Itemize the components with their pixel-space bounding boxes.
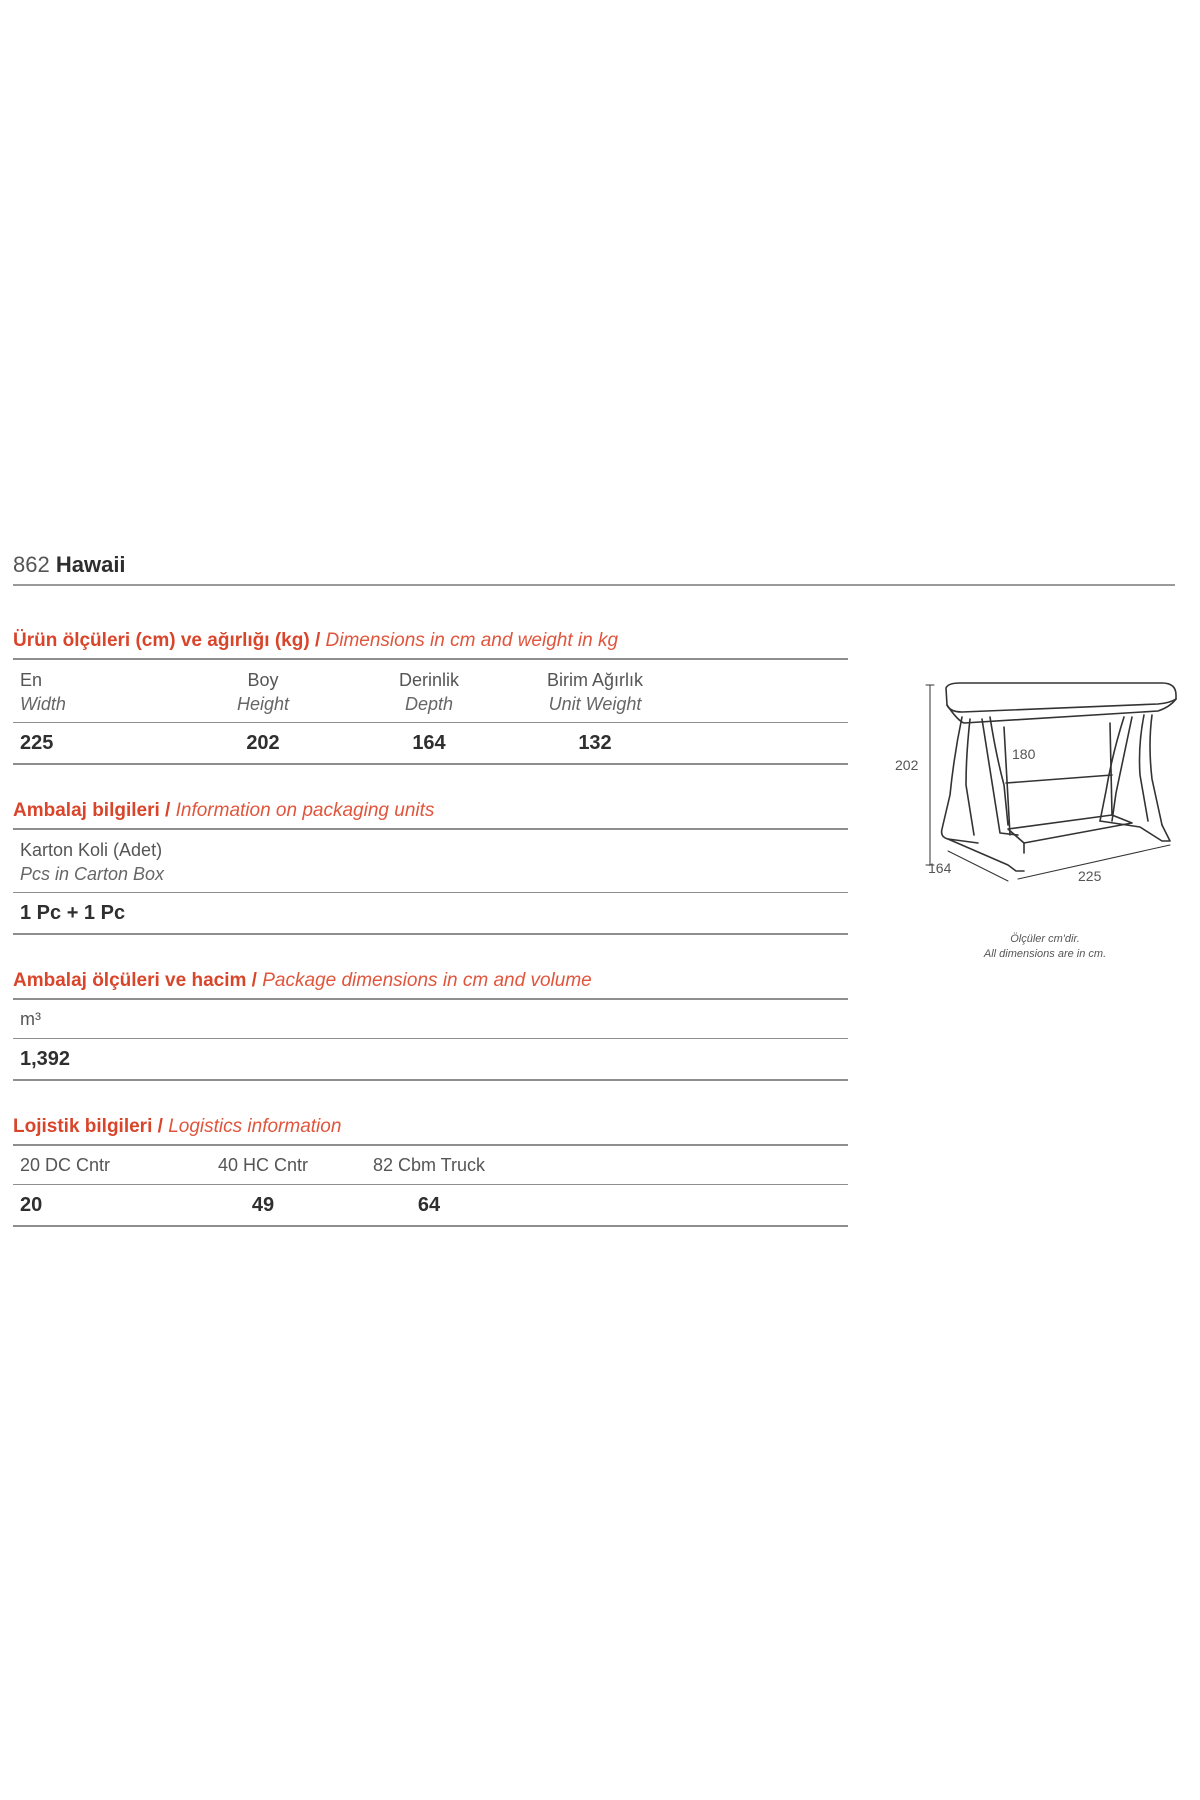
depth-header-en: Depth bbox=[404, 693, 454, 714]
height-header-en: Height bbox=[236, 693, 290, 714]
width-label: 225 bbox=[1078, 868, 1102, 884]
packaging-section bbox=[13, 794, 848, 935]
package-dims-heading-tr: Ambalaj ölçüleri ve hacim / bbox=[13, 970, 257, 991]
package-dims-heading bbox=[13, 964, 848, 998]
divider bbox=[13, 1079, 848, 1081]
carton-value: 1 Pc + 1 Pc bbox=[20, 902, 126, 924]
backrest-line bbox=[1006, 775, 1112, 783]
weight-header bbox=[525, 668, 665, 716]
carton-header-en: Pcs in Carton Box bbox=[20, 863, 165, 884]
depth-value: 164 bbox=[412, 732, 446, 754]
height-label: 202 bbox=[895, 757, 919, 773]
carton-header bbox=[20, 838, 164, 886]
divider bbox=[13, 933, 848, 935]
weight-header-tr: Birim Ağırlık bbox=[546, 669, 643, 690]
width-header-tr: En bbox=[20, 669, 43, 690]
product-code: 862 bbox=[13, 552, 50, 577]
height-header-tr: Boy bbox=[247, 669, 279, 690]
title-divider bbox=[13, 584, 1175, 586]
hc-container-header: 40 HC Cntr bbox=[217, 1154, 309, 1175]
package-dims-header-row bbox=[13, 1000, 848, 1038]
depth-header bbox=[369, 668, 489, 716]
dimensions-heading bbox=[13, 624, 848, 658]
seat-width-label: 180 bbox=[1012, 746, 1036, 762]
packaging-heading bbox=[13, 794, 848, 828]
dimension-note-en: All dimensions are in cm. bbox=[983, 948, 1107, 960]
dimension-note-tr: Ölçüler cm'dir. bbox=[1010, 933, 1080, 945]
truck-value: 64 bbox=[417, 1194, 441, 1216]
product-name: Hawaii bbox=[55, 552, 126, 577]
dimensions-section bbox=[13, 624, 848, 765]
right-base bbox=[1100, 821, 1170, 841]
truck-header: 82 Cbm Truck bbox=[372, 1154, 486, 1175]
dc-container-value: 20 bbox=[20, 1194, 43, 1216]
package-dims-section bbox=[13, 964, 848, 1081]
package-dims-heading-en: Package dimensions in cm and volume bbox=[262, 970, 592, 991]
depth-header-tr: Derinlik bbox=[398, 669, 459, 690]
left-leg-rear bbox=[990, 717, 1008, 825]
volume-header: m³ bbox=[20, 1008, 41, 1029]
logistics-header-row bbox=[13, 1146, 848, 1184]
divider bbox=[13, 1225, 848, 1227]
packaging-value-row bbox=[13, 893, 848, 933]
seat bbox=[1008, 815, 1132, 843]
height-header bbox=[203, 668, 323, 716]
packaging-header-row bbox=[13, 830, 848, 892]
carton-header-tr: Karton Koli (Adet) bbox=[20, 839, 163, 860]
logistics-value-row bbox=[13, 1185, 848, 1225]
width-header-en: Width bbox=[20, 693, 66, 714]
hc-container-value: 49 bbox=[251, 1194, 275, 1216]
dc-container-header: 20 DC Cntr bbox=[20, 1154, 111, 1175]
dimensions-heading-en: Dimensions in cm and weight in kg bbox=[325, 630, 619, 651]
logistics-heading bbox=[13, 1110, 848, 1144]
product-title bbox=[13, 552, 126, 578]
swing-drawing bbox=[895, 675, 1180, 915]
depth-label: 164 bbox=[928, 860, 952, 876]
logistics-heading-en: Logistics information bbox=[168, 1116, 342, 1137]
width-value: 225 bbox=[20, 732, 54, 754]
dimensions-heading-tr: Ürün ölçüleri (cm) ve ağırlığı (kg) / bbox=[13, 630, 321, 651]
divider bbox=[13, 763, 848, 765]
right-leg-rear-inner bbox=[1150, 715, 1162, 825]
right-chain bbox=[1110, 723, 1112, 815]
dimensions-value-row bbox=[13, 723, 848, 763]
depth-dim-line bbox=[948, 851, 1008, 881]
packaging-heading-tr: Ambalaj bilgileri / bbox=[13, 800, 171, 821]
right-leg-rear bbox=[1140, 715, 1149, 821]
width-header bbox=[20, 668, 66, 716]
height-value: 202 bbox=[246, 732, 280, 754]
left-base bbox=[948, 839, 1024, 871]
dimension-note bbox=[955, 932, 1135, 962]
dimensions-header-row bbox=[13, 660, 848, 722]
package-dims-value-row bbox=[13, 1039, 848, 1079]
packaging-heading-en: Information on packaging units bbox=[175, 800, 435, 821]
right-leg-inner bbox=[1112, 717, 1132, 821]
product-diagram bbox=[895, 675, 1180, 920]
weight-value: 132 bbox=[578, 732, 612, 754]
canopy-top bbox=[946, 683, 1176, 712]
volume-value: 1,392 bbox=[20, 1048, 71, 1070]
left-leg-rear-inner bbox=[982, 719, 1018, 835]
weight-header-en: Unit Weight bbox=[548, 693, 642, 714]
left-leg-inner bbox=[966, 719, 974, 835]
logistics-section bbox=[13, 1110, 848, 1227]
logistics-heading-tr: Lojistik bilgileri / bbox=[13, 1116, 163, 1137]
